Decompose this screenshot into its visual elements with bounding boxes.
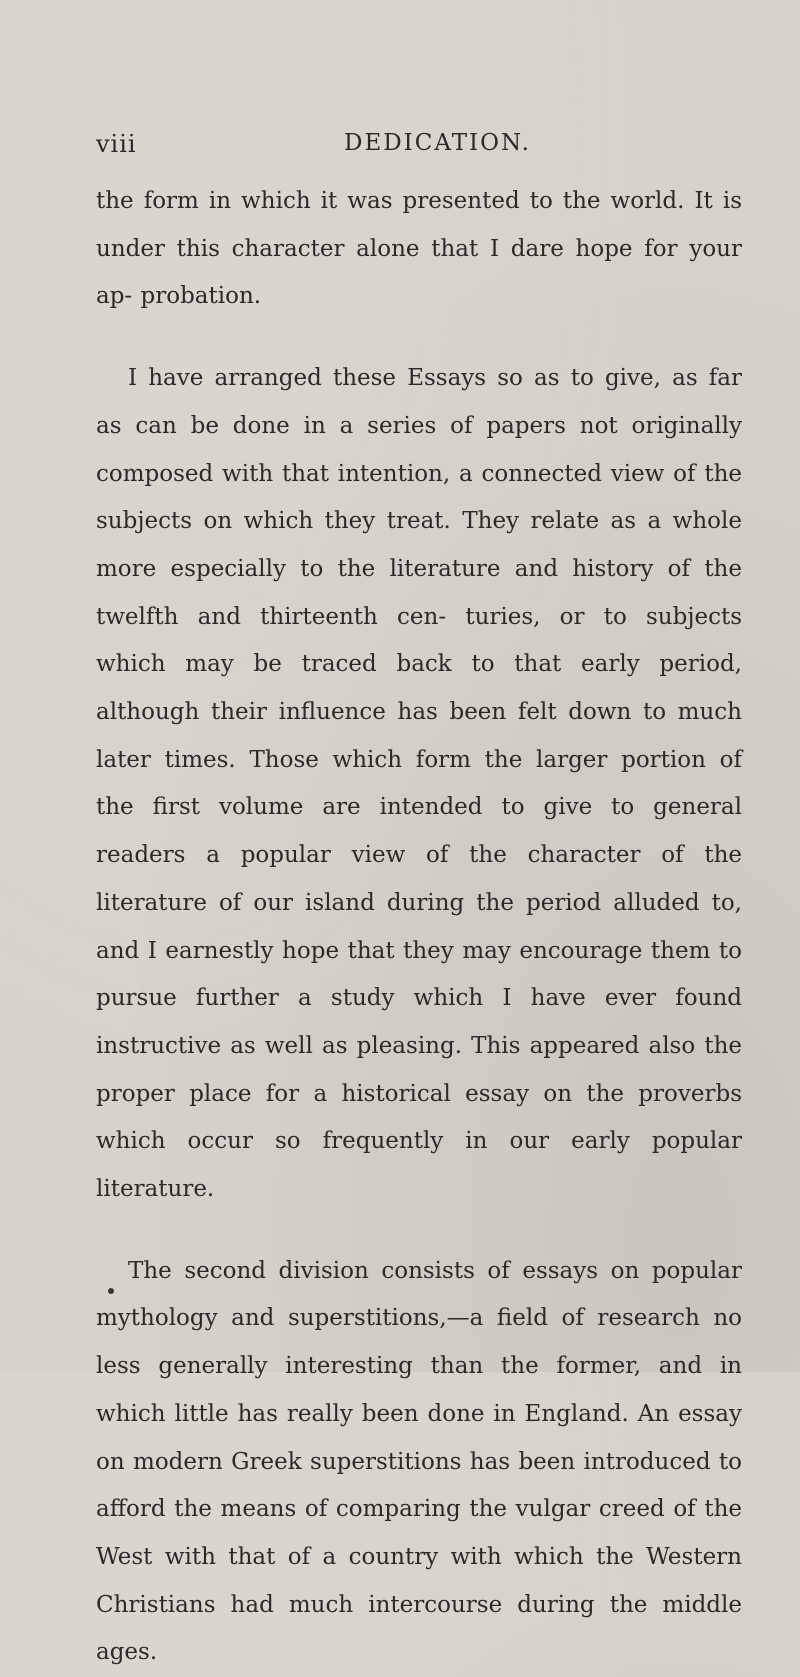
- page-number: viii: [96, 130, 137, 158]
- paragraph-second-division: The second division consists of essays on popular mythology and superstitions,—a field of research no less generally interesting than the former, and in which little has really been done in England. An essay on modern Greek superstitions has been introduced to afford the means of comparing the vulgar creed of the West with that of a country with which the Western Christians had much intercourse during the middle ages.: [96, 1257, 742, 1666]
- ink-speck: [108, 1288, 114, 1294]
- paragraph-continuation: the form in which it was presented to the world. It is under this character alone that I dare hope for your ap- probation.: [96, 188, 742, 310]
- paragraph-spacer: [96, 1214, 742, 1248]
- running-head: [96, 130, 736, 166]
- body-text: [96, 178, 742, 1677]
- paragraph-spacer: [96, 321, 742, 355]
- paragraph-arrangement: I have arranged these Essays so as to give, as far as can be done in a series of papers not originally composed with that intention, a connected view of the subjects on which they treat. They relate as a whole more especially to the literature and history of the twelfth and thirteenth cen- turies, or to subjects which may be traced back to that early period, although their influence has been felt down to much later times. Those which form the larger portion of the first volume are intended to give to general readers a popular view of the character of the literature of our island during the period alluded to, and I earnestly hope that they may encourage them to pursue further a study which I have ever found instructive as well as pleasing. This appeared also the proper place for a historical essay on the proverbs which occur so frequently in our early popular literature.: [96, 365, 742, 1203]
- running-head-title: DEDICATION.: [344, 130, 531, 156]
